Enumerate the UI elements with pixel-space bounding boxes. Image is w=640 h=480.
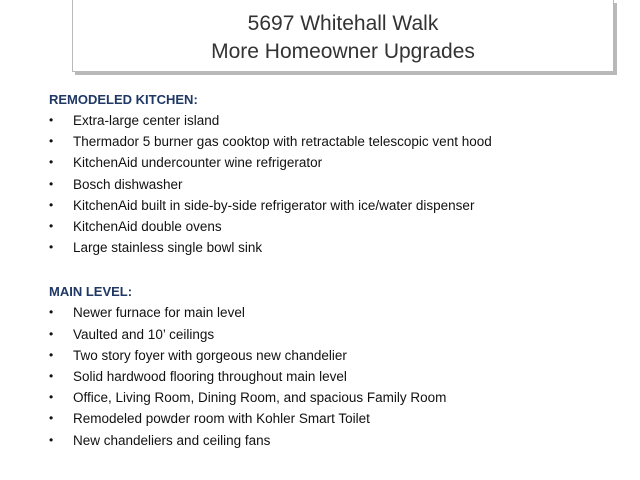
bullet-icon: • xyxy=(49,219,54,234)
upgrades-content xyxy=(49,90,629,451)
list-item xyxy=(49,324,629,345)
bullet-icon: • xyxy=(49,155,54,170)
bullet-icon: • xyxy=(49,134,54,149)
list-item xyxy=(49,387,629,408)
list-item-text: Vaulted and 10’ ceilings xyxy=(73,326,215,342)
section-remodeled-kitchen xyxy=(49,90,629,258)
bullet-icon: • xyxy=(49,197,54,212)
bullet-icon: • xyxy=(49,347,54,362)
list-item-text: KitchenAid double ovens xyxy=(73,219,222,235)
bullet-icon: • xyxy=(49,113,54,127)
bullet-icon: • xyxy=(49,326,54,341)
list-item xyxy=(49,174,629,195)
list-item-text: KitchenAid undercounter wine refrigerator xyxy=(73,155,323,171)
list-item xyxy=(49,195,629,216)
list-item-text: Bosch dishwasher xyxy=(73,176,183,192)
list-item-text: Remodeled powder room with Kohler Smart Toilet xyxy=(73,411,370,427)
bullet-icon: • xyxy=(49,411,54,426)
list-item-text: Thermador 5 burner gas cooktop with retractable telescopic vent hood xyxy=(73,134,492,150)
list-item-text: KitchenAid built in side-by-side refrigerator with ice/water dispenser xyxy=(73,197,475,213)
section-heading: REMODELED KITCHEN: xyxy=(49,92,198,107)
list-item xyxy=(49,408,629,429)
section-heading: MAIN LEVEL: xyxy=(49,284,133,300)
list-item-text: Office, Living Room, Dining Room, and spacious Family Room xyxy=(73,390,447,406)
list-item xyxy=(49,131,629,152)
list-item xyxy=(49,366,629,387)
list-item xyxy=(49,430,629,451)
list-item xyxy=(49,152,629,173)
bullet-icon: • xyxy=(49,305,54,320)
section-main-level xyxy=(49,282,629,450)
list-item-text: Large stainless single bowl sink xyxy=(73,240,263,256)
list-item-text: Extra-large center island xyxy=(73,113,220,128)
title-box xyxy=(72,0,614,72)
bullet-list xyxy=(49,110,629,258)
list-item xyxy=(49,345,629,366)
bullet-icon: • xyxy=(49,390,54,405)
list-item xyxy=(49,237,629,258)
list-item xyxy=(49,216,629,237)
list-item-text: New chandeliers and ceiling fans xyxy=(73,432,271,448)
page-subtitle: More Homeowner Upgrades xyxy=(211,40,475,63)
bullet-icon: • xyxy=(49,369,54,384)
list-item xyxy=(49,302,629,323)
page-title-address: 5697 Whitehall Walk xyxy=(247,12,439,35)
bullet-list xyxy=(49,302,629,450)
bullet-icon: • xyxy=(49,432,54,447)
bullet-icon: • xyxy=(49,240,54,255)
bullet-icon: • xyxy=(49,176,54,191)
list-item xyxy=(49,110,629,131)
list-item-text: Two story foyer with gorgeous new chandelier xyxy=(73,347,347,363)
list-item-text: Newer furnace for main level xyxy=(73,305,245,321)
list-item-text: Solid hardwood flooring throughout main level xyxy=(73,369,347,385)
section-spacer xyxy=(49,258,629,282)
